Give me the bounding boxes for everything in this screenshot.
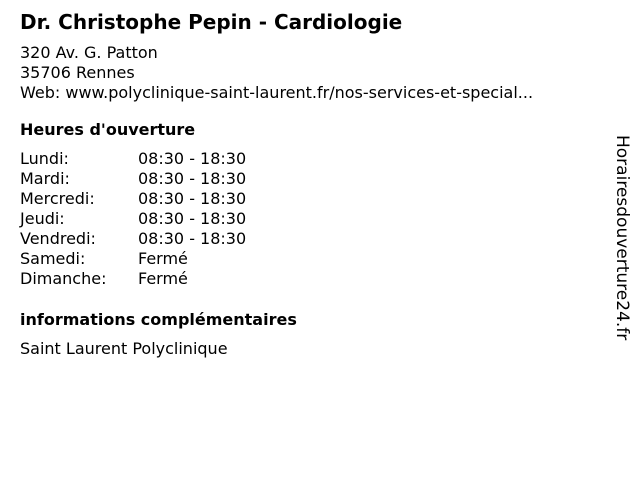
- hours-time: 08:30 - 18:30: [138, 209, 247, 228]
- hours-day: Lundi:: [20, 149, 69, 168]
- hours-row-lundi: [20, 149, 600, 169]
- hours-day: Dimanche:: [20, 269, 107, 288]
- brand-watermark: Horairesdouverture24.fr: [612, 135, 632, 341]
- hours-time: 08:30 - 18:30: [138, 149, 247, 168]
- address-street: 320 Av. G. Patton: [20, 43, 158, 62]
- hours-row-dimanche: [20, 269, 600, 289]
- hours-row-vendredi: [20, 229, 600, 249]
- hours-row-jeudi: [20, 209, 600, 229]
- address-block: [20, 43, 600, 103]
- hours-row-mardi: [20, 169, 600, 189]
- hours-row-mercredi: [20, 189, 600, 209]
- hours-day: Jeudi:: [20, 209, 65, 228]
- hours-day: Samedi:: [20, 249, 86, 268]
- opening-hours-heading: Heures d'ouverture: [20, 120, 196, 139]
- hours-day: Vendredi:: [20, 229, 96, 248]
- hours-time: 08:30 - 18:30: [138, 229, 247, 248]
- hours-time: 08:30 - 18:30: [138, 169, 247, 188]
- hours-day: Mercredi:: [20, 189, 95, 208]
- info-text: Saint Laurent Polyclinique: [20, 339, 228, 358]
- hours-day: Mardi:: [20, 169, 70, 188]
- hours-time: Fermé: [138, 269, 188, 288]
- page-title: Dr. Christophe Pepin - Cardiologie: [20, 10, 403, 34]
- address-city: 35706 Rennes: [20, 63, 135, 82]
- hours-time: 08:30 - 18:30: [138, 189, 247, 208]
- opening-hours-table: [20, 149, 600, 289]
- hours-time: Fermé: [138, 249, 188, 268]
- listing-content: [20, 9, 600, 359]
- website-link[interactable]: Web: www.polyclinique-saint-laurent.fr/nos-services-et-special...: [20, 83, 534, 102]
- hours-row-samedi: [20, 249, 600, 269]
- info-heading: informations complémentaires: [20, 310, 297, 329]
